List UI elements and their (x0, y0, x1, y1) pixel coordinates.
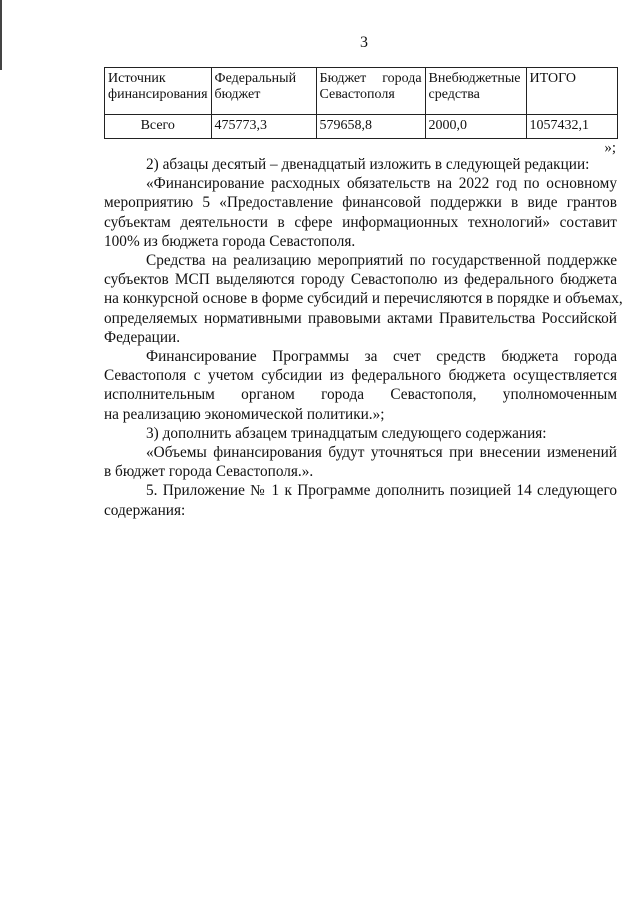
text-line: исполнительным органом города Севастополя, уполномоченным (104, 386, 617, 404)
table-cell: 1057432,1 (526, 115, 617, 139)
text-line: Севастополя с учетом субсидии из федерального бюджета осуществляется (104, 367, 617, 385)
text-line: субъектам деятельности в сфере информационных технологий» составит (104, 213, 617, 231)
table-cell: Всего (105, 115, 212, 139)
table-cell: 579658,8 (316, 115, 425, 139)
text-line: Финансирование Программы за счет средств бюджета города (146, 348, 617, 366)
text-line: определяемых нормативными правовыми актами Правительства Российской (104, 309, 617, 327)
table-cell: 475773,3 (211, 115, 316, 139)
header-cell: ИТОГО (526, 68, 617, 115)
text-line: 3) дополнить абзацем тринадцатым следующего содержания: (146, 424, 547, 442)
header-cell: Внебюджетные средства (425, 68, 526, 115)
table-header-row (105, 68, 618, 115)
text-line: 5. Приложение № 1 к Программе дополнить позицией 14 следующего (146, 482, 617, 500)
text-line: 100% из бюджета города Севастополя. (104, 232, 356, 250)
table-row (105, 115, 618, 139)
text-line: «Объемы финансирования будут уточняться при внесении изменений (146, 444, 617, 462)
paragraph (104, 251, 623, 347)
header-cell: Бюджет города Севастополя (316, 68, 425, 115)
paragraph (104, 443, 617, 481)
text-line: мероприятию 5 «Предоставление финансовой поддержки в виде грантов (104, 194, 617, 212)
text-line: в бюджет города Севастополя.». (104, 463, 314, 481)
text-line: субъектов МСП выделяются городу Севастополю из федерального бюджета (104, 271, 617, 289)
text-line: «Финансирование расходных обязательств на 2022 год по основному (146, 175, 617, 193)
text-line: на конкурсной основе в форме субсидий и перечисляются в порядке и объемах, (104, 290, 623, 308)
header-cell: Федеральный бюджет (211, 68, 316, 115)
text-line: 2) абзацы десятый – двенадцатый изложить в следующей редакции: (146, 156, 590, 173)
text-line: на реализацию экономической политики.»; (104, 405, 385, 423)
text-line: Средства на реализацию мероприятий по государственной поддержке (146, 252, 617, 270)
paragraph (104, 424, 617, 443)
text-line: Федерации. (104, 328, 181, 346)
closing-quote: »; (604, 140, 616, 156)
table-cell: 2000,0 (425, 115, 526, 139)
page-number: 3 (360, 34, 368, 51)
paragraph (104, 155, 617, 174)
paragraph (104, 347, 617, 424)
paragraph (104, 481, 617, 519)
document-body (104, 155, 623, 520)
text-line: содержания: (104, 501, 186, 519)
paragraph (104, 174, 617, 251)
financing-table (104, 67, 618, 139)
header-cell: Источник финансирования (105, 68, 212, 115)
